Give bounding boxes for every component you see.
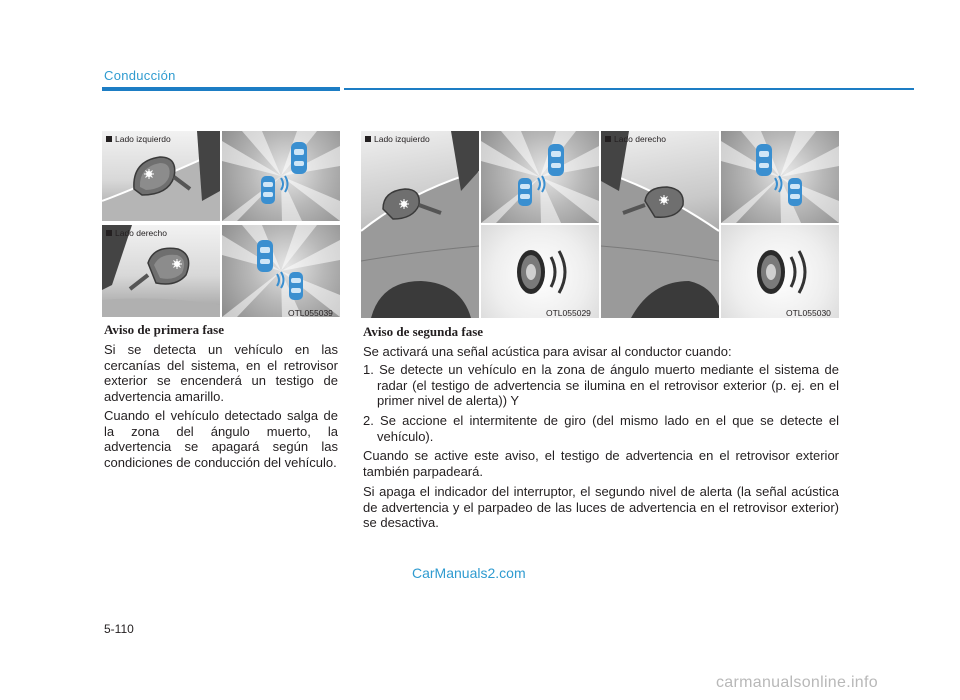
car-icon [755, 143, 773, 177]
car-icon [260, 175, 276, 205]
second-stage-list-item: 1. Se detecte un vehículo en la zona de ángulo muerto mediante el sistema de radar (el testigo de advertencia se ilumina en el retrovisor exterior (p. ej. en el primer nivel de alerta)) Y [363, 362, 839, 408]
car-icon [787, 177, 803, 207]
second-stage-list-item: 2. Se accione el intermitente de giro (del mismo lado en el que se detecte el vehículo). [363, 413, 839, 444]
figure-right-a-label: Lado izquierdo [365, 134, 430, 144]
watermark-link[interactable]: CarManuals2.com [412, 565, 526, 581]
radar-waves-icon [275, 271, 287, 289]
header-rule-thick [102, 87, 340, 91]
figure-radar-right-b [721, 131, 839, 223]
car-icon [288, 271, 304, 301]
car-icon [256, 239, 274, 273]
figure-right-b-label: Lado derecho [605, 134, 666, 144]
door-left-illustration [361, 131, 479, 318]
figure-mirror-right [102, 225, 220, 317]
second-stage-paragraph: Si apaga el indicador del interruptor, el segundo nivel de alerta (la señal acústica de advertencia y el parpadeo de las luces de advertencia en el retrovisor exterior) se desactiva. [363, 484, 839, 530]
first-stage-paragraph: Si se detecta un vehículo en las cercanías del sistema, en el retrovisor exterior se encenderá un testigo de advertencia amarillo. [104, 342, 338, 404]
figure-right-b-code: OTL055030 [786, 308, 831, 318]
mirror-warning-icon [659, 195, 669, 205]
figure-radar-left-2 [222, 225, 340, 317]
figure-left-label-bottom: Lado derecho [106, 228, 167, 238]
second-stage-paragraph: Cuando se active este aviso, el testigo de advertencia en el retrovisor exterior también parpadeará. [363, 448, 839, 479]
radar-waves-icon [773, 175, 785, 193]
figure-door-left [361, 131, 479, 318]
first-stage-heading: Aviso de primera fase [104, 322, 224, 337]
car-icon [547, 143, 565, 177]
footer-watermark: carmanualsonline.info [716, 674, 878, 691]
second-stage-intro: Se activará una señal acústica para avisar al conductor cuando: [363, 344, 732, 359]
door-right-illustration [601, 131, 719, 318]
car-icon [517, 177, 533, 207]
figure-mirror-left [102, 131, 220, 221]
figure-door-right [601, 131, 719, 318]
mirror-warning-icon [399, 199, 409, 209]
figure-speaker-a [481, 225, 599, 318]
figure-left-label-top: Lado izquierdo [106, 134, 171, 144]
second-stage-heading: Aviso de segunda fase [363, 324, 484, 339]
mirror-right-illustration [102, 225, 220, 317]
radar-waves-icon [279, 175, 291, 193]
speaker-icon [747, 243, 817, 301]
figure-right-a-code: OTL055029 [546, 308, 591, 318]
figure-speaker-b [721, 225, 839, 318]
first-stage-paragraph: Cuando el vehículo detectado salga de la zona del ángulo muerto, la advertencia se apagará según las condiciones de conducción del vehículo. [104, 408, 338, 470]
figure-left-code: OTL055039 [288, 308, 333, 318]
section-title: Conducción [104, 68, 176, 83]
speaker-icon [507, 243, 577, 301]
mirror-warning-icon [144, 169, 154, 179]
page-number: 5-110 [104, 622, 134, 636]
figure-radar-right-a [481, 131, 599, 223]
mirror-warning-icon [172, 259, 182, 269]
figure-radar-left-1 [222, 131, 340, 221]
car-icon [290, 141, 308, 175]
mirror-left-illustration [102, 131, 220, 221]
radar-waves-icon [536, 175, 548, 193]
header-rule-thin [344, 88, 914, 90]
